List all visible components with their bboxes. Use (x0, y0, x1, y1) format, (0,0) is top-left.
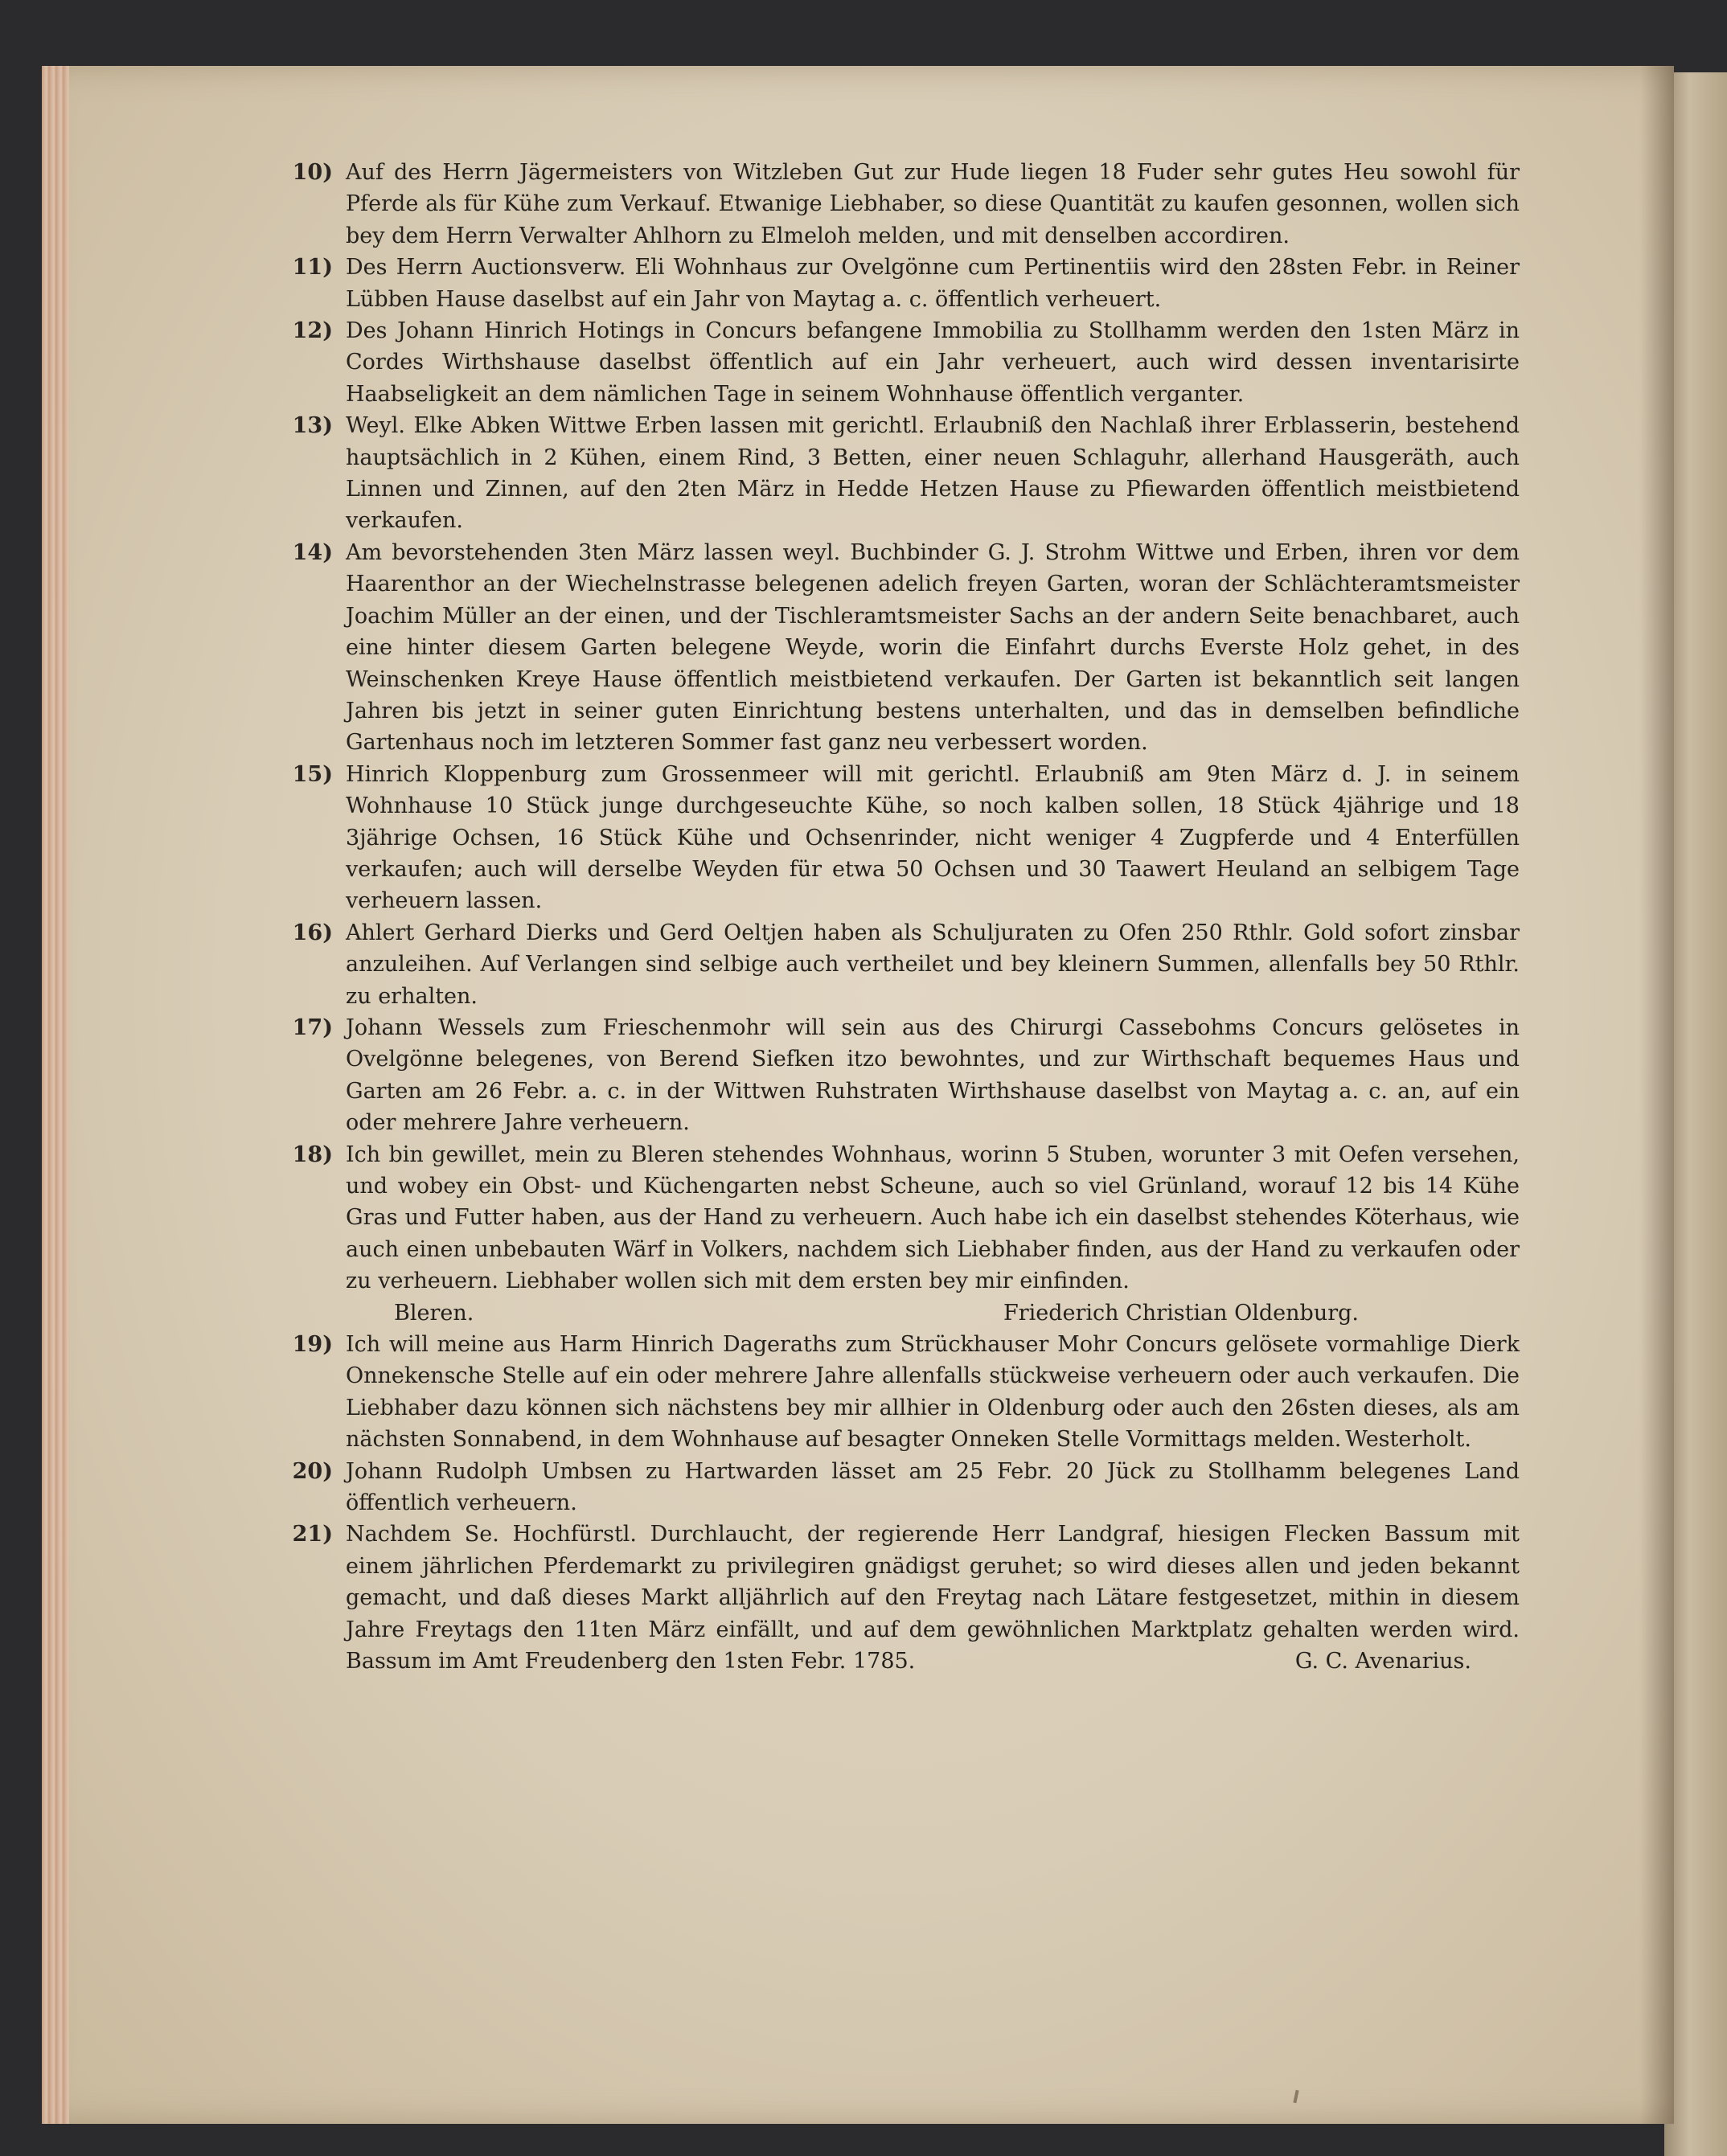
notice-number: 12) (292, 318, 333, 344)
notice-entry-12 (292, 315, 1520, 410)
notice-text: Johann Wessels zum Frieschenmohr will sein aus des Chirurgi Cassebohms Concurs gelösetes in Ovelgönne belegenes, von Berend Siefken itzo bewohntes, und zur Wirthschaft bequemes Haus und Garten am 26 Febr. a. c. in der Wittwen Ruhstraten Wirthshause daselbst von Maytag a. c. an, auf ein oder mehrere Jahre verheuern. (346, 1014, 1520, 1136)
notice-text: Ich bin gewillet, mein zu Bleren stehendes Wohnhaus, worinn 5 Stuben, worunter 3 mit Oefen versehen, und wobey ein Obst- und Küchengarten nebst Scheune, auch so viel Grünland, worauf 12 bis 14 Kühe Gras und Futter haben, aus der Hand zu verheuern. Auch habe ich ein daselbst stehendes Köterhaus, wie auch einen unbebauten Wärf in Volkers, nachdem sich Liebhaber finden, aus der Hand zu verkaufen oder zu verheuern. Liebhaber wollen sich mit dem ersten bey mir einfinden. (346, 1142, 1520, 1294)
page-gutter-shadow (1640, 66, 1674, 2124)
notice-text: Johann Rudolph Umbsen zu Hartwarden lässet am 25 Febr. 20 Jück zu Stollhamm belegenes Land öffentlich verheuern. (346, 1458, 1520, 1516)
notice-text: Hinrich Kloppenburg zum Grossenmeer will mit gerichtl. Erlaubniß am 9ten März d. J. in seinem Wohnhause 10 Stück junge durchgeseuchte Kühe, so noch kalben sollen, 18 Stück 4jährige und 18 3jährige Ochsen, 16 Stück Kühe und Ochsenrinder, nicht weniger 4 Zugpferde und 4 Enterfüllen verkaufen; auch will derselbe Weyden für etwa 50 Ochsen und 30 Taawert Heuland an selbigem Tage verheuern lassen. (346, 761, 1520, 914)
notice-number: 14) (292, 539, 333, 565)
notice-number: 11) (292, 255, 333, 281)
notice-entry-14 (292, 537, 1520, 759)
notice-list (292, 157, 1520, 1678)
notice-entry-15 (292, 759, 1520, 917)
notice-number: 21) (292, 1522, 333, 1547)
signature-name: Friederich Christian Oldenburg. (1003, 1300, 1359, 1326)
notice-body: Ich will meine aus Harm Hinrich Dageraths zum Strückhauser Mohr Concurs gelösete vormahlige Dierk Onnekensche Stelle auf ein oder mehrere Jahre allenfalls stückweise verheuern oder auch verkaufen. Die Liebhaber dazu können sich nächstens bey mir allhier in Oldenburg oder auch den 26sten dieses, als am nächsten Sonnabend, in dem Wohnhause auf besagter Onneken Stelle Vormittags melden. (346, 1332, 1520, 1453)
signature-name: G. C. Avenarius. (1294, 1649, 1471, 1674)
notice-text: Auf des Herrn Jägermeisters von Witzleben Gut zur Hude liegen 18 Fuder sehr gutes Heu sowohl für Pferde als für Kühe zum Verkauf. Etwanige Liebhaber, so diese Quantität zu kaufen gesonnen, wollen sich bey dem Herrn Verwalter Ahlhorn zu Elmeloh melden, und mit denselben accordiren. (346, 160, 1520, 248)
notice-signature-line (346, 1297, 1520, 1329)
notice-entry-11 (292, 252, 1520, 315)
notice-entry-21 (292, 1519, 1520, 1677)
notice-number: 18) (292, 1142, 333, 1167)
notice-entry-17 (292, 1012, 1520, 1139)
notice-text: Ahlert Gerhard Dierks und Gerd Oeltjen haben als Schuljuraten zu Ofen 250 Rthlr. Gold sofort zinsbar anzuleihen. Auf Verlangen sind selbige auch vertheilet und bey kleinern Summen, allenfalls bey 50 Rthlr. zu erhalten. (346, 920, 1520, 1009)
notice-entry-16 (292, 917, 1520, 1012)
notice-number: 20) (292, 1458, 333, 1484)
notice-entry-20 (292, 1456, 1520, 1519)
notice-text: Des Johann Hinrich Hotings in Concurs befangene Immobilia zu Stollhamm werden den 1sten März in Cordes Wirthshause daselbst öffentlich auf ein Jahr verheuert, auch wird dessen inventarisirte Haabseligkeit an dem nämlichen Tage in seinem Wohnhause öffentlich verganter. (346, 318, 1520, 407)
notice-text: Des Herrn Auctionsverw. Eli Wohnhaus zur Ovelgönne cum Pertinentiis wird den 28sten Febr. in Reiner Lübben Hause daselbst auf ein Jahr von Maytag a. c. öffentlich verheuert. (346, 255, 1520, 312)
notice-number: 13) (292, 413, 333, 439)
signature-place: Bleren. (394, 1300, 474, 1326)
notice-text: Am bevorstehenden 3ten März lassen weyl. Buchbinder G. J. Strohm Wittwe und Erben, ihren vor dem Haarenthor an der Wiechelnstrasse belegenen adelich freyen Garten, woran der Schlächteramtsmeister Joachim Müller an der einen, und der Tischleramtsmeister Sachs an der andern Seite benachbaret, auch eine hinter diesem Garten belegene Weyde, worin die Einfahrt durchs Everste Holz gehet, in des Weinschenken Kreye Hause öffentlich meistbietend verkaufen. Der Garten ist bekanntlich seit langen Jahren bis jetzt in seiner guten Einrichtung bestens unterhalten, und das in demselben befindliche Gartenhaus noch im letzteren Sommer fast ganz neu verbessert worden. (346, 539, 1520, 756)
notice-text (346, 1519, 1520, 1677)
notice-text (346, 1329, 1520, 1456)
notice-entry-19 (292, 1329, 1520, 1456)
notice-entry-13 (292, 410, 1520, 537)
notice-body: Nachdem Se. Hochfürstl. Durchlaucht, der regierende Herr Landgraf, hiesigen Flecken Bassum mit einem jährlichen Pferdemarkt zu privilegiren gnädigst geruhet; so wird dieses allen und jeden bekannt gemacht, und daß dieses Markt alljährlich auf den Freytag nach Lätare festgesetzet, mithin in diesem Jahre Freytags den 11ten März einfällt, und auf dem gewöhnlichen Marktplatz gehalten werden wird. Bassum im Amt Freudenberg den 1sten Febr. 1785. (346, 1522, 1520, 1674)
page-fore-edge (42, 66, 69, 2124)
notice-number: 15) (292, 761, 333, 787)
notice-text: Weyl. Elke Abken Wittwe Erben lassen mit gerichtl. Erlaubniß den Nachlaß ihrer Erblasserin, bestehend hauptsächlich in 2 Kühen, einem Rind, 3 Betten, einer neuen Schlaguhr, allerhand Hausgeräth, auch Linnen und Zinnen, auf den 2ten März in Hedde Hetzen Hause zu Pfiewarden öffentlich meistbietend verkaufen. (346, 413, 1520, 534)
signature-name: Westerholt. (1345, 1427, 1471, 1453)
notice-number: 16) (292, 920, 333, 945)
notice-entry-18 (292, 1139, 1520, 1329)
notice-number: 10) (292, 160, 333, 185)
notice-entry-10 (292, 157, 1520, 252)
notice-number: 17) (292, 1014, 333, 1040)
notice-number: 19) (292, 1332, 333, 1358)
